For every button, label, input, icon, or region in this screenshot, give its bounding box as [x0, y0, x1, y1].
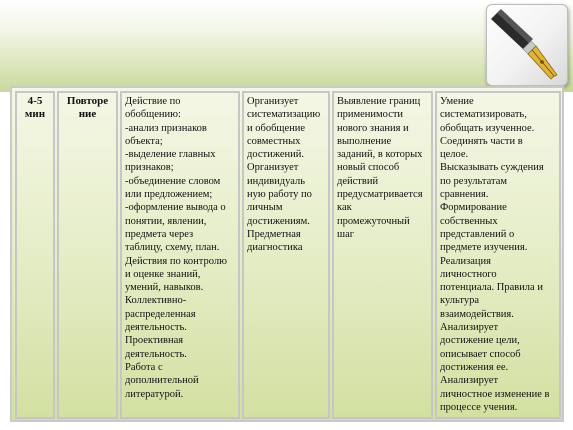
lesson-stage-table [10, 86, 564, 422]
fountain-pen-nib-icon [486, 4, 568, 86]
student-activity-cell: Выявление границ применимости нового знания и выполнение заданий, в которых новый способ действий предусматривается как промежуточный шаг [332, 91, 433, 419]
results-cell: Умение систематизировать, обобщать изученное. Соединять части в целое. Высказывать суждения по результатам сравнения. Формирование собственных представлений о предмете изучения. Реализация личностного потенциала. Правила и культура взаимодействия. Анализирует достижение цели, описывает способ достижения ее. Анализирует личностное изменение в процессе учения. [435, 91, 561, 419]
time-cell: 4-5 мин [15, 91, 55, 419]
organization-cell: Организует систематизацию и обобщение совместных достижений. Организует индивидуаль ную работу по личным достижениям. Предметная диагностика [242, 91, 330, 419]
teacher-action-cell: Действие по обобщению: -анализ признаков объекта; -выделение главных признаков; -объединение словом или предложением; -оформление вывода о понятии, явлении, предмета через таблицу, схему, план. Действия по контролю и оценке знаний, умений, навыков. Коллективно- распределенная деятельность. Проективная деятельность. Работа с дополнительной литературой. [120, 91, 240, 419]
stage-cell: Повторе ние [57, 91, 118, 419]
